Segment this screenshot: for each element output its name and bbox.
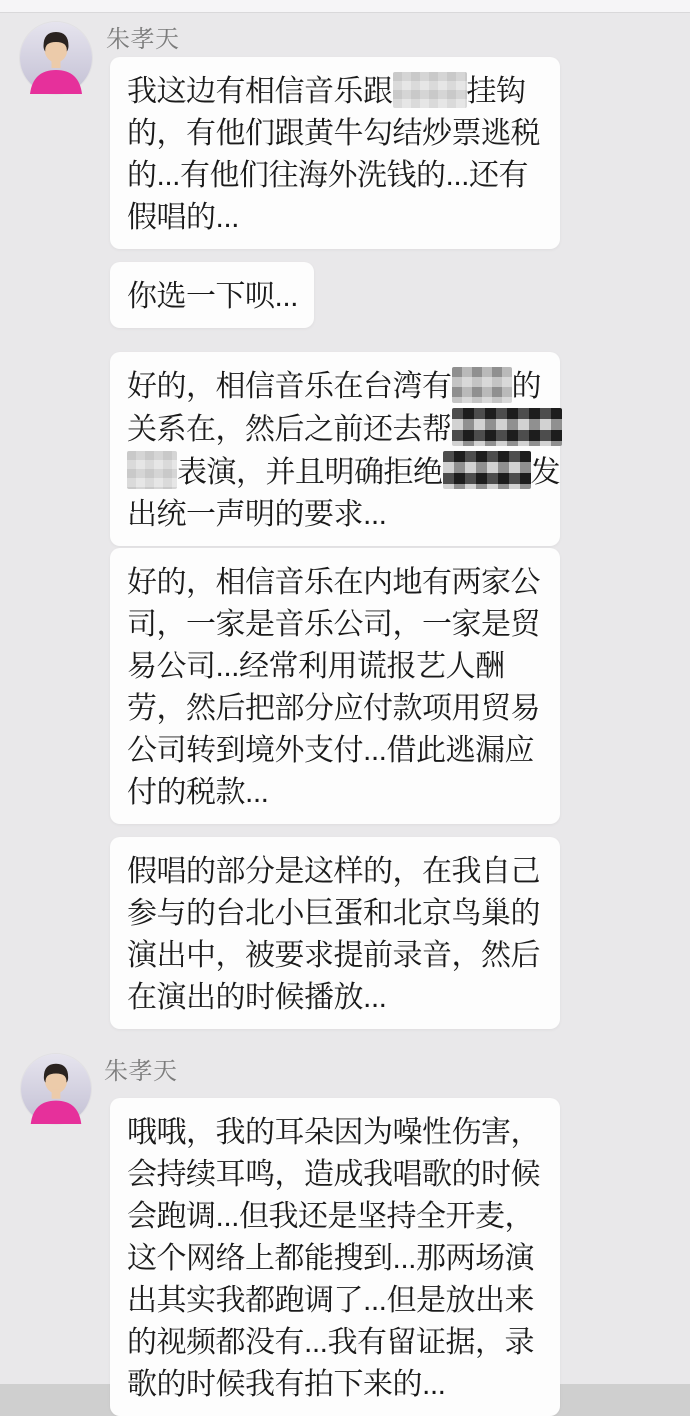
message-text: 会跑调...但我还是坚持全开麦，	[127, 1200, 535, 1233]
message-line	[127, 772, 546, 814]
message-text: 出其实我都跑调了...但是放出来	[127, 1284, 535, 1317]
message-line	[127, 977, 546, 1019]
censor-mosaic	[443, 451, 531, 489]
message-text: 司，一家是音乐公司，一家是贸	[127, 608, 540, 641]
message-text: 的视频都没有...我有留证据，录	[127, 1326, 535, 1359]
message-line	[127, 1322, 546, 1364]
message-line	[127, 71, 546, 113]
sender-name-label: 朱孝天	[104, 1058, 178, 1085]
message-bubble[interactable]	[110, 262, 314, 328]
message-text: 这个网络上都能搜到...那两场演	[127, 1242, 535, 1275]
message-line	[127, 1112, 546, 1154]
message-text: 在演出的时候播放...	[127, 981, 387, 1014]
message-line	[127, 451, 560, 494]
message-text: 参与的台北小巨蛋和北京鸟巢的	[127, 897, 540, 930]
message-text: 挂钩	[466, 75, 526, 108]
message-line	[127, 1154, 546, 1196]
sender-name-label: 朱孝天	[106, 26, 180, 53]
message-text: 假唱的部分是这样的，在我自己	[127, 855, 540, 888]
message-bubble[interactable]	[110, 548, 560, 824]
message-bubble[interactable]	[110, 837, 560, 1029]
message-text: 发	[530, 456, 560, 489]
message-text: 的，有他们跟黄牛勾结炒票逃税	[127, 117, 540, 150]
message-text: 好的，相信音乐在内地有两家公	[127, 566, 540, 599]
message-text: 我这边有相信音乐跟	[127, 75, 393, 108]
message-line	[127, 155, 546, 197]
message-text: 表演，并且明确拒绝	[177, 456, 443, 489]
message-line	[127, 893, 546, 935]
message-text: 易公司...经常利用谎报艺人酬	[127, 650, 505, 683]
censor-mosaic	[452, 367, 512, 403]
message-line	[127, 366, 546, 408]
message-text: 劳，然后把部分应付款项用贸易	[127, 692, 540, 725]
message-text: 你选一下呗...	[127, 280, 299, 313]
avatar[interactable]	[21, 1054, 91, 1124]
message-text: 演出中，被要求提前录音，然后	[127, 939, 540, 972]
message-text: 的...有他们往海外洗钱的...还有	[127, 159, 529, 192]
message-text: 假唱的...	[127, 201, 240, 234]
message-text: 关系在，然后之前还去帮	[127, 413, 452, 446]
message-text: 公司转到境外支付...借此逃漏应	[127, 734, 535, 767]
message-text: 好的，相信音乐在台湾有	[127, 370, 452, 403]
avatar[interactable]	[20, 22, 92, 94]
person-avatar-icon	[20, 22, 92, 94]
message-line	[127, 562, 546, 604]
top-divider-strip	[0, 0, 690, 13]
message-text: 的	[511, 370, 541, 403]
message-text: 哦哦，我的耳朵因为噪性伤害，	[127, 1116, 540, 1149]
message-line	[127, 851, 546, 893]
censor-mosaic	[452, 408, 562, 446]
message-line	[127, 276, 298, 318]
message-line	[127, 688, 546, 730]
person-avatar-icon	[21, 1054, 91, 1124]
censor-mosaic	[393, 72, 467, 108]
message-text: 会持续耳鸣，造成我唱歌的时候	[127, 1158, 540, 1191]
message-line	[127, 494, 546, 536]
message-line	[127, 604, 546, 646]
message-text: 出统一声明的要求...	[127, 498, 387, 531]
message-text: 付的税款...	[127, 776, 269, 809]
message-bubble[interactable]	[110, 352, 560, 546]
censor-mosaic	[127, 451, 177, 489]
message-line	[127, 646, 546, 688]
message-bubble[interactable]	[110, 57, 560, 249]
message-line	[127, 935, 546, 977]
message-bubble[interactable]	[110, 1098, 560, 1416]
message-text: 歌的时候我有拍下来的...	[127, 1368, 446, 1401]
message-line	[127, 1364, 546, 1406]
message-line	[127, 730, 546, 772]
message-line	[127, 1280, 546, 1322]
message-line	[127, 113, 546, 155]
message-line	[127, 197, 546, 239]
message-line	[127, 408, 546, 451]
message-line	[127, 1238, 546, 1280]
message-line	[127, 1196, 546, 1238]
